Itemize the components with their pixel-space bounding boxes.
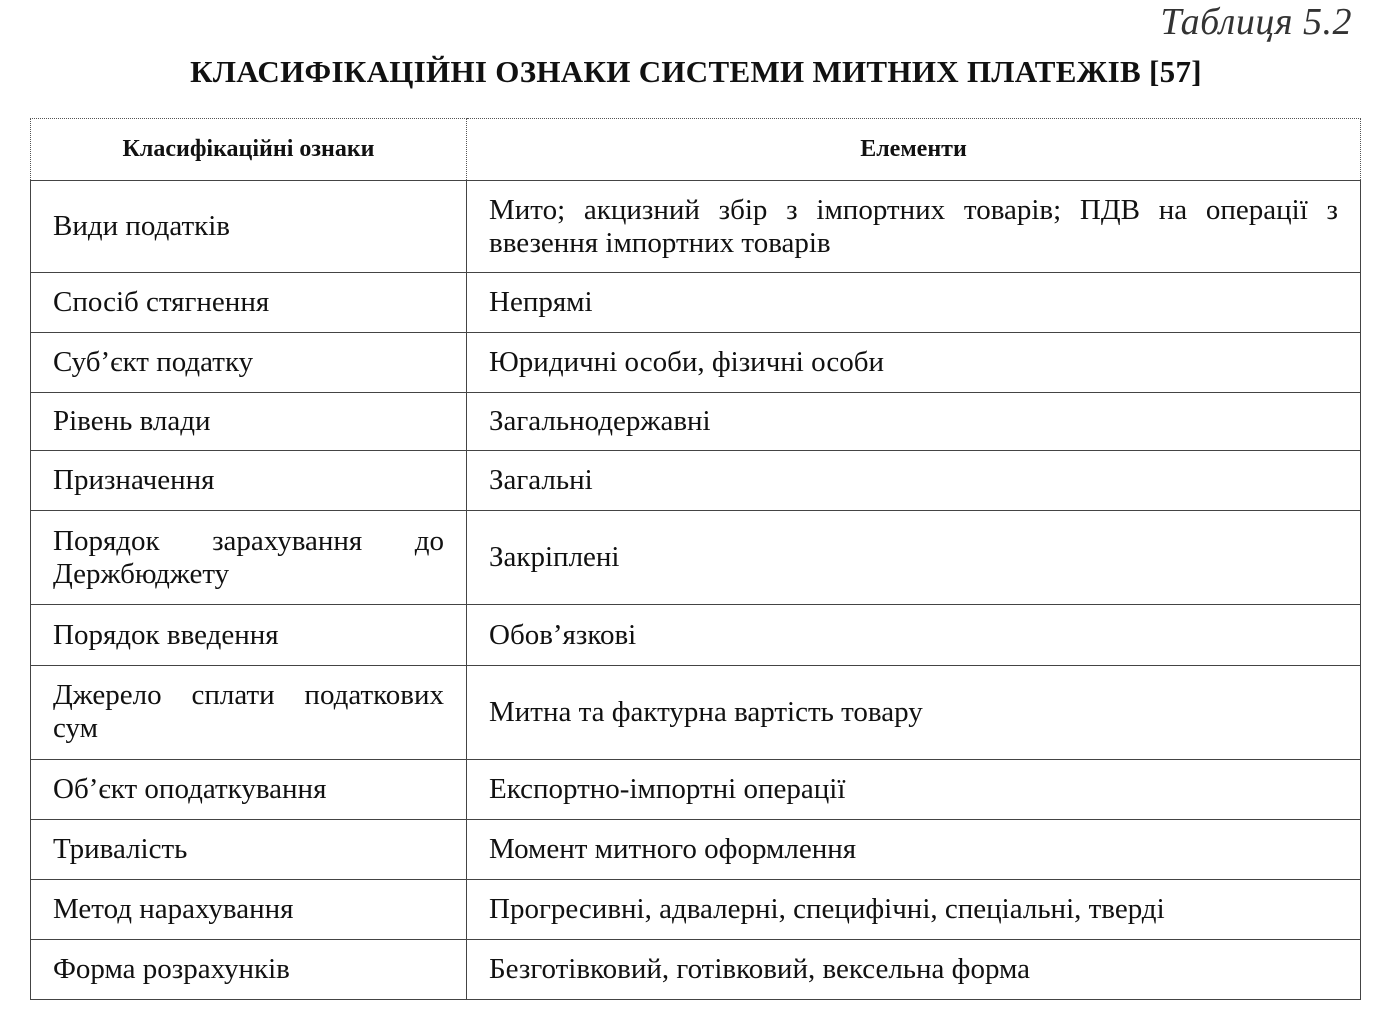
element-cell: Обов’язкові: [467, 605, 1361, 665]
element-cell: Прогресивні, адвалерні, специфічні, спеціальні, тверді: [467, 879, 1361, 939]
element-cell: Загальнодержавні: [467, 393, 1361, 451]
table-row: [31, 393, 1361, 451]
feature-cell: Джерело сплати податкових сум: [31, 665, 467, 759]
feature-cell: Тривалість: [31, 819, 467, 879]
table-row: [31, 181, 1361, 273]
table-number: Таблиця 5.2: [1160, 1, 1352, 43]
feature-cell: Рівень влади: [31, 393, 467, 451]
feature-cell: Суб’єкт податку: [31, 333, 467, 393]
table-row: [31, 511, 1361, 605]
element-cell: Експортно-імпортні операції: [467, 759, 1361, 819]
feature-cell: Види податків: [31, 181, 467, 273]
feature-cell: Об’єкт оподаткування: [31, 759, 467, 819]
feature-cell: Порядок введення: [31, 605, 467, 665]
table-header-row: [31, 119, 1361, 181]
table-title: КЛАСИФІКАЦІЙНІ ОЗНАКИ СИСТЕМИ МИТНИХ ПЛАТЕЖІВ [57]: [190, 54, 1202, 89]
element-cell: Закріплені: [467, 511, 1361, 605]
table-row: [31, 605, 1361, 665]
table-row: [31, 665, 1361, 759]
element-cell: Момент митного оформлення: [467, 819, 1361, 879]
feature-cell: Порядок зарахування до Держбюджету: [31, 511, 467, 605]
element-cell: Непрямі: [467, 273, 1361, 333]
table-row: [31, 819, 1361, 879]
feature-cell: Метод нарахування: [31, 879, 467, 939]
feature-cell: Форма розрахунків: [31, 939, 467, 999]
table-row: [31, 333, 1361, 393]
column-header-features: Класифікаційні ознаки: [31, 119, 467, 181]
table-row: [31, 879, 1361, 939]
table-row: [31, 759, 1361, 819]
table-row: [31, 939, 1361, 999]
table-row: [31, 273, 1361, 333]
element-cell: Загальні: [467, 451, 1361, 511]
table-row: [31, 451, 1361, 511]
feature-cell: Призначення: [31, 451, 467, 511]
element-cell: Мито; акцизний збір з імпортних товарів; ПДВ на операції з ввезення імпортних товарів: [467, 181, 1361, 273]
element-cell: Безготівковий, готівковий, вексельна форма: [467, 939, 1361, 999]
element-cell: Юридичні особи, фізичні особи: [467, 333, 1361, 393]
element-cell: Митна та фактурна вартість товару: [467, 665, 1361, 759]
feature-cell: Спосіб стягнення: [31, 273, 467, 333]
classification-table: [30, 118, 1361, 1000]
column-header-elements: Елементи: [467, 119, 1361, 181]
